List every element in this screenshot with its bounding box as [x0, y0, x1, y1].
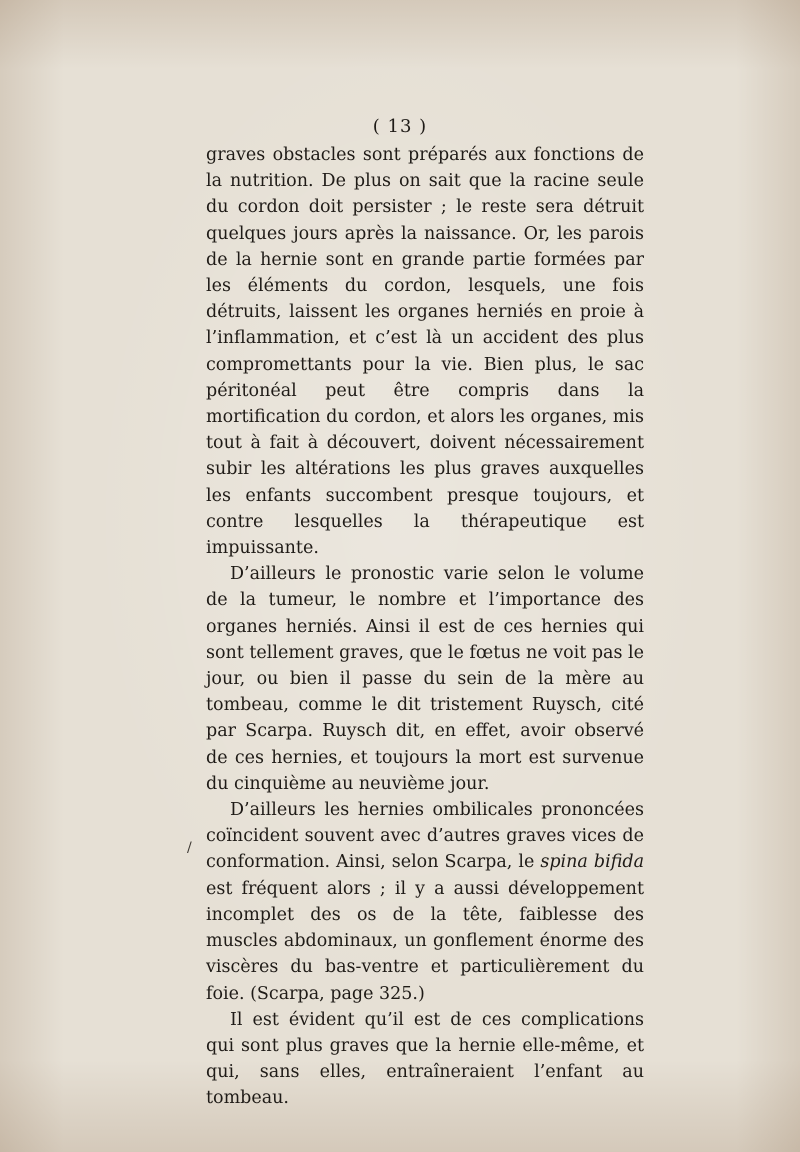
paragraph-3-italic-term: spina bifida — [540, 852, 645, 873]
paragraph-4: Il est évident qu’il est de ces complications qui sont plus graves que la hernie elle-même, et qui, sans elles, entraîneraient l’enfant au tombeau. — [206, 1009, 644, 1109]
paragraph-3 — [206, 797, 644, 1007]
paragraph-3-start: D’ailleurs les hernies ombilicales prononcées coïncident souvent avec d’autres graves vices de conformation. Ainsi, selon Scarpa, le — [206, 800, 644, 873]
paragraph-1: graves obstacles sont préparés aux fonctions de la nutrition. De plus on sait que la racine seule du cordon doit persister ; le reste sera détruit quelques jours après la naissance. Or, les parois de la hernie sont en grande partie formées par les éléments du cordon, lesquels, une fois détruits, laissent les organes herniés en proie à l’inflammation, et c’est là un accident des plus compromettants pour la vie. Bien plus, le sac péritonéal peut être compris dans la mortification du cordon, et alors les organes, mis tout à fait à découvert, doivent nécessairement subir les altérations les plus graves auxquelles les enfants succombent presque toujours, et contre lesquelles la thérapeutique est impuissante. — [206, 145, 644, 559]
paragraph-2: D’ailleurs le pronostic varie selon le volume de la tumeur, le nombre et l’importance des organes herniés. Ainsi il est de ces hernies qui sont tellement graves, que le fœtus ne voit pas le jour, ou bien il passe du sein de la mère au tombeau, comme le dit tristement Ruysch, cité par Scarpa. Ruysch dit, en effet, avoir observé de ces hernies, et toujours la mort est survenue du cinquième au neuvième jour. — [206, 564, 644, 794]
body-text — [206, 142, 644, 1112]
page-number: ( 13 ) — [372, 116, 428, 137]
paragraph-3-end: est fréquent alors ; il y a aussi développement incomplet des os de la tête, faiblesse des muscles abdominaux, un gonflement énorme des viscères du bas-ventre et particulièrement du foie. (Scarpa, page 325.) — [206, 878, 644, 1004]
margin-pencil-mark: / — [187, 840, 192, 856]
